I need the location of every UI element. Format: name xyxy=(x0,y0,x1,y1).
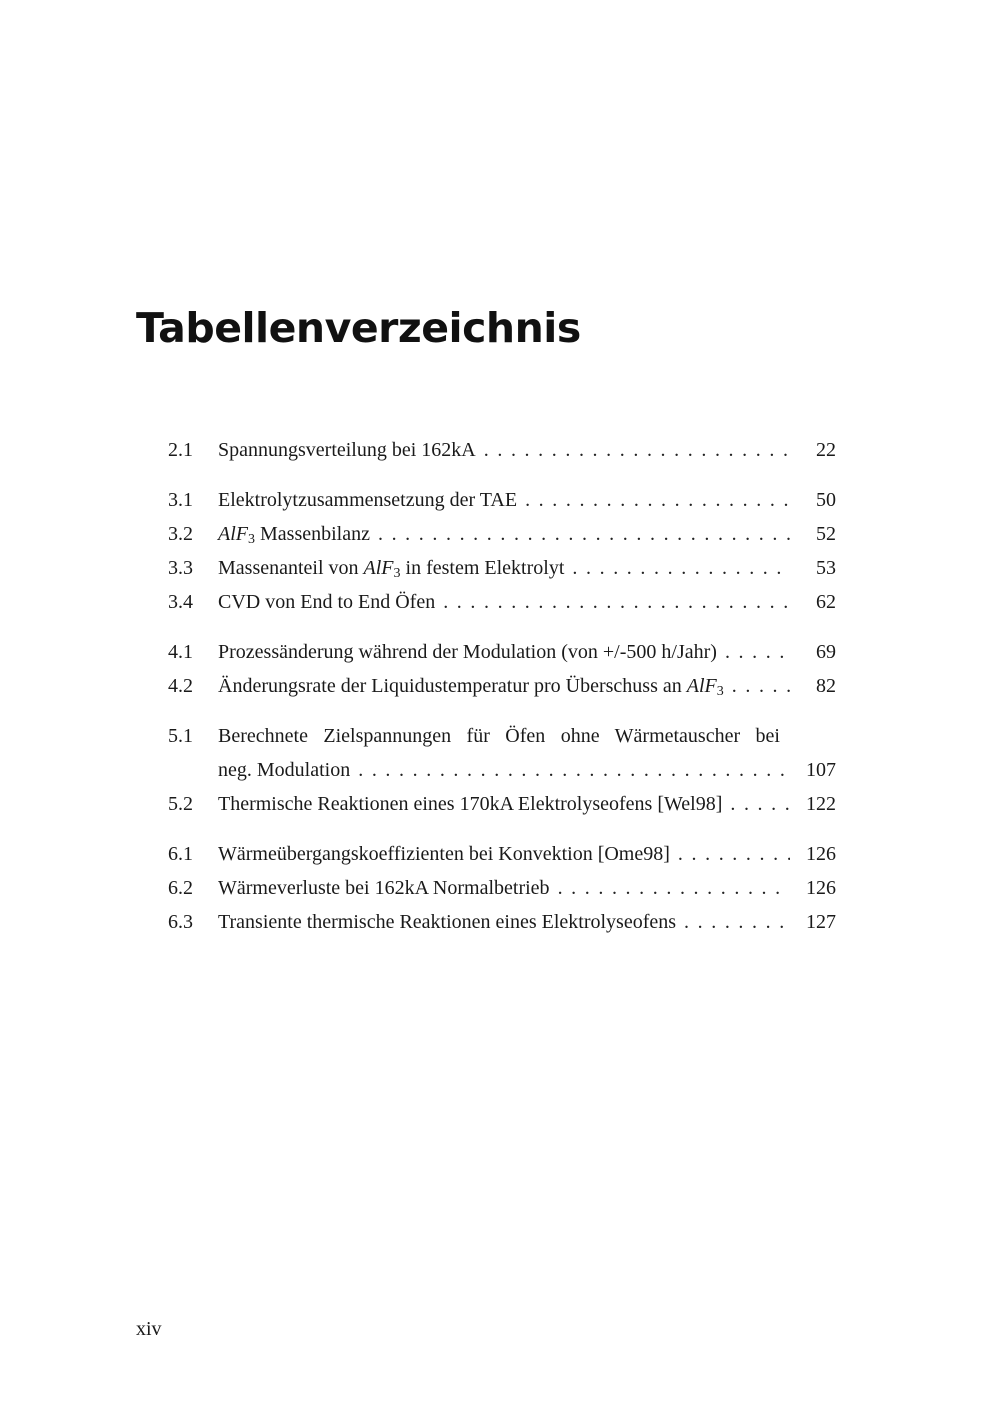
entry-number: 4.2 xyxy=(168,675,193,697)
dot-leader xyxy=(724,669,790,703)
formula-alf3 xyxy=(687,675,724,697)
formula-subscript: 3 xyxy=(716,684,724,699)
entry-number: 3.1 xyxy=(168,489,193,511)
entry-title-rest: in festem Elektrolyt xyxy=(405,557,565,579)
chapter-2-group xyxy=(168,433,836,467)
chapter-6-group xyxy=(168,837,836,939)
dot-leader xyxy=(722,787,790,821)
toc-entry-6-2[interactable] xyxy=(168,871,836,905)
entry-title-line-2-row xyxy=(218,753,790,787)
page-number: xiv xyxy=(136,1318,162,1340)
entry-page-number: 122 xyxy=(806,793,836,815)
dot-leader xyxy=(717,635,790,669)
entry-title-start: Änderungsrate der Liquidustemperatur pro Überschuss an xyxy=(218,675,682,697)
chapter-4-group xyxy=(168,635,836,703)
dot-leader xyxy=(350,753,790,787)
entry-page-number: 126 xyxy=(806,843,836,865)
entry-title: CVD von End to End Öfen xyxy=(218,591,436,613)
entry-page-number: 52 xyxy=(816,523,836,545)
entry-number: 3.3 xyxy=(168,557,193,579)
entry-page-number: 50 xyxy=(816,489,836,511)
entry-page-number: 82 xyxy=(816,675,836,697)
formula-alf3 xyxy=(364,557,401,579)
entry-number: 4.1 xyxy=(168,641,193,663)
chapter-5-group xyxy=(168,719,836,821)
dot-leader xyxy=(676,905,790,939)
entry-number: 3.4 xyxy=(168,591,193,613)
entry-body xyxy=(218,871,790,905)
formula-base: AlF xyxy=(218,523,248,545)
entry-body xyxy=(218,635,790,669)
entry-body xyxy=(218,719,790,787)
entry-body xyxy=(218,585,790,619)
entry-title: Wärmeverluste bei 162kA Normalbetrieb xyxy=(218,877,550,899)
toc-entry-3-2[interactable] xyxy=(168,517,836,551)
entry-title: Spannungsverteilung bei 162kA xyxy=(218,439,476,461)
entry-title: Transiente thermische Reaktionen eines Elektrolyseofens xyxy=(218,911,677,933)
entry-title: Prozessänderung während der Modulation (von +/-500 h/Jahr) xyxy=(218,641,717,663)
entry-title-rest: Massenbilanz xyxy=(260,523,370,545)
toc-entry-6-3[interactable] xyxy=(168,905,836,939)
entry-title-start: Massenanteil von xyxy=(218,557,359,579)
entry-body xyxy=(218,433,790,467)
toc-entry-4-1[interactable] xyxy=(168,635,836,669)
entry-page-number: 62 xyxy=(816,591,836,613)
page-title: Tabellenverzeichnis xyxy=(136,304,581,352)
dot-leader xyxy=(550,871,790,905)
entry-body xyxy=(218,669,790,703)
entry-body xyxy=(218,517,790,551)
formula-base: AlF xyxy=(686,675,717,697)
entry-title: Thermische Reaktionen eines 170kA Elektrolyseofens [Wel98] xyxy=(218,793,723,815)
dot-leader xyxy=(670,837,790,871)
entry-body xyxy=(218,787,790,821)
formula-subscript: 3 xyxy=(248,532,255,547)
entry-number: 6.1 xyxy=(168,843,193,865)
dot-leader xyxy=(476,433,790,467)
toc-entry-5-1[interactable] xyxy=(168,719,836,787)
toc-entry-5-2[interactable] xyxy=(168,787,836,821)
entry-title: Wärmeübergangskoeffizienten bei Konvektion [Ome98] xyxy=(218,843,670,865)
entry-number: 6.2 xyxy=(168,877,193,899)
entry-page-number: 69 xyxy=(816,641,836,663)
entry-title xyxy=(218,517,370,551)
entry-body xyxy=(218,905,790,939)
toc-entry-3-1[interactable] xyxy=(168,483,836,517)
formula-base: AlF xyxy=(363,557,394,579)
entry-body xyxy=(218,551,790,585)
entry-page-number: 127 xyxy=(806,911,836,933)
entry-number: 3.2 xyxy=(168,523,193,545)
chapter-3-group xyxy=(168,483,836,619)
toc-entry-3-4[interactable] xyxy=(168,585,836,619)
dot-leader xyxy=(517,483,790,517)
toc-entry-3-3[interactable] xyxy=(168,551,836,585)
entry-title xyxy=(218,669,724,703)
entry-number: 5.2 xyxy=(168,793,193,815)
entry-page-number: 107 xyxy=(806,759,836,781)
formula-alf3 xyxy=(218,523,255,545)
dot-leader xyxy=(564,551,790,585)
entry-number: 6.3 xyxy=(168,911,193,933)
dot-leader xyxy=(435,585,790,619)
entry-title-line-1: Berechnete Zielspannungen für Öfen ohne Wärmetauscher bei xyxy=(218,725,780,747)
toc-entry-4-2[interactable] xyxy=(168,669,836,703)
entry-page-number: 22 xyxy=(816,439,836,461)
list-of-tables xyxy=(168,433,836,955)
dot-leader xyxy=(370,517,790,551)
entry-body xyxy=(218,483,790,517)
entry-title-line-2: neg. Modulation xyxy=(218,759,351,781)
formula-subscript: 3 xyxy=(393,566,401,581)
entry-number: 5.1 xyxy=(168,725,193,747)
entry-title xyxy=(218,551,564,585)
toc-entry-2-1[interactable] xyxy=(168,433,836,467)
entry-title: Elektrolytzusammensetzung der TAE xyxy=(218,489,518,511)
entry-page-number: 53 xyxy=(816,557,836,579)
toc-entry-6-1[interactable] xyxy=(168,837,836,871)
entry-body xyxy=(218,837,790,871)
entry-number: 2.1 xyxy=(168,439,193,461)
entry-page-number: 126 xyxy=(806,877,836,899)
